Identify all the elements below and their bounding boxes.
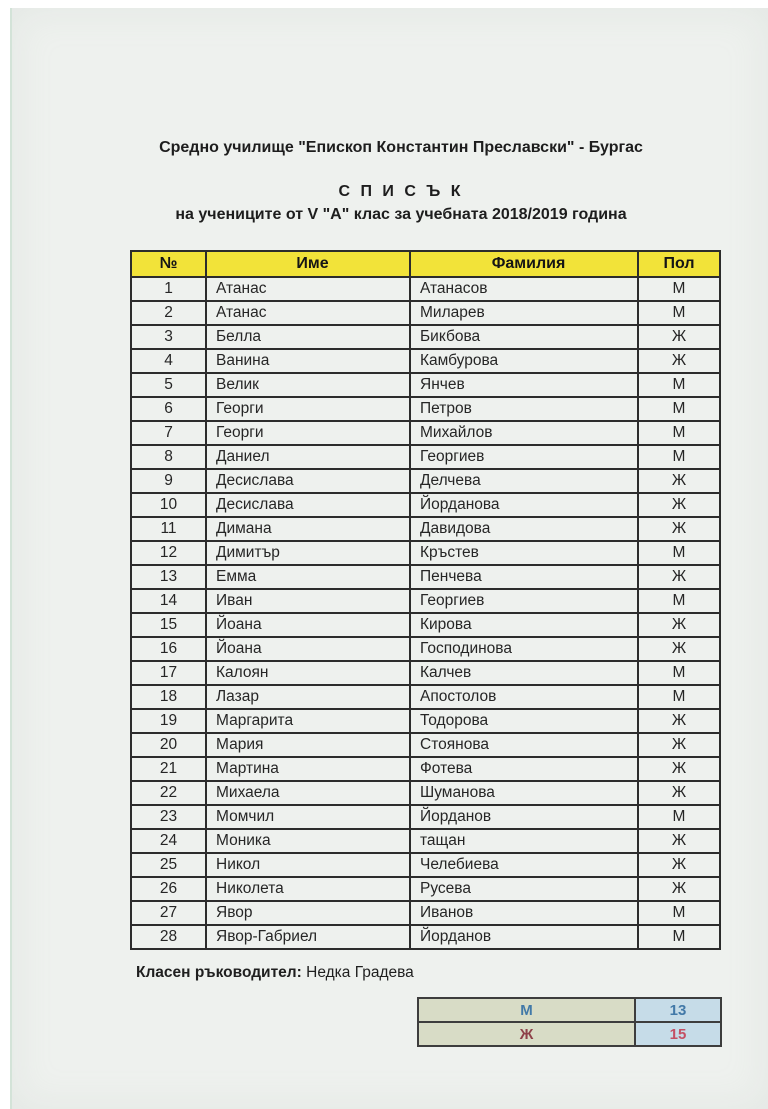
student-family-name: Михайлов — [410, 421, 638, 445]
student-number: 20 — [131, 733, 206, 757]
student-family-name: Янчев — [410, 373, 638, 397]
student-number: 3 — [131, 325, 206, 349]
class-teacher-label: Класен ръководител: — [136, 964, 302, 981]
student-first-name: Ванина — [206, 349, 410, 373]
student-family-name: Делчева — [410, 469, 638, 493]
student-gender: Ж — [638, 781, 720, 805]
student-family-name: Давидова — [410, 517, 638, 541]
student-gender: М — [638, 445, 720, 469]
student-row — [131, 613, 720, 637]
students-table-body — [131, 277, 720, 949]
student-gender: М — [638, 925, 720, 949]
student-row — [131, 397, 720, 421]
student-number: 9 — [131, 469, 206, 493]
student-gender: Ж — [638, 565, 720, 589]
student-row — [131, 373, 720, 397]
student-row — [131, 781, 720, 805]
student-gender: Ж — [638, 733, 720, 757]
student-family-name: Йорданов — [410, 925, 638, 949]
student-family-name: Камбурова — [410, 349, 638, 373]
student-first-name: Николета — [206, 877, 410, 901]
gender-summary-body — [418, 998, 721, 1046]
gender-summary-row — [418, 998, 721, 1022]
student-gender: М — [638, 301, 720, 325]
student-row — [131, 661, 720, 685]
student-number: 17 — [131, 661, 206, 685]
document-title: С П И С Ъ К — [338, 183, 464, 200]
student-first-name: Михаела — [206, 781, 410, 805]
student-number: 16 — [131, 637, 206, 661]
student-first-name: Велик — [206, 373, 410, 397]
column-header-first-name: Име — [206, 251, 410, 277]
student-row — [131, 757, 720, 781]
student-first-name: Момчил — [206, 805, 410, 829]
student-row — [131, 685, 720, 709]
student-number: 11 — [131, 517, 206, 541]
student-family-name: Георгиев — [410, 589, 638, 613]
gender-summary-label: Ж — [418, 1022, 635, 1046]
student-gender: Ж — [638, 325, 720, 349]
student-gender: Ж — [638, 613, 720, 637]
student-first-name: Емма — [206, 565, 410, 589]
student-row — [131, 325, 720, 349]
students-table — [130, 250, 721, 950]
student-row — [131, 517, 720, 541]
student-number: 2 — [131, 301, 206, 325]
students-table-header-row — [131, 251, 720, 277]
student-family-name: тащан — [410, 829, 638, 853]
student-number: 28 — [131, 925, 206, 949]
gender-summary-count: 13 — [635, 998, 721, 1022]
student-gender: М — [638, 589, 720, 613]
student-gender: Ж — [638, 757, 720, 781]
student-first-name: Моника — [206, 829, 410, 853]
student-first-name: Явор-Габриел — [206, 925, 410, 949]
student-row — [131, 877, 720, 901]
student-number: 10 — [131, 493, 206, 517]
student-number: 18 — [131, 685, 206, 709]
student-gender: Ж — [638, 877, 720, 901]
student-family-name: Апостолов — [410, 685, 638, 709]
document-subtitle: на учениците от V "А" клас за учебната 2018/2019 година — [175, 206, 627, 223]
student-family-name: Бикбова — [410, 325, 638, 349]
student-family-name: Стоянова — [410, 733, 638, 757]
column-header-family-name: Фамилия — [410, 251, 638, 277]
student-family-name: Русева — [410, 877, 638, 901]
student-number: 5 — [131, 373, 206, 397]
student-family-name: Господинова — [410, 637, 638, 661]
student-family-name: Иванов — [410, 901, 638, 925]
student-gender: М — [638, 685, 720, 709]
student-gender: М — [638, 661, 720, 685]
student-number: 24 — [131, 829, 206, 853]
student-gender: М — [638, 901, 720, 925]
student-number: 21 — [131, 757, 206, 781]
student-number: 14 — [131, 589, 206, 613]
student-first-name: Калоян — [206, 661, 410, 685]
student-row — [131, 349, 720, 373]
student-number: 27 — [131, 901, 206, 925]
student-row — [131, 469, 720, 493]
student-number: 4 — [131, 349, 206, 373]
student-row — [131, 805, 720, 829]
school-name-header: Средно училище "Епископ Константин Преславски" - Бургас — [159, 139, 643, 156]
student-row — [131, 541, 720, 565]
paper-sheet — [10, 8, 768, 1109]
student-gender: М — [638, 421, 720, 445]
student-number: 1 — [131, 277, 206, 301]
student-gender: М — [638, 541, 720, 565]
student-family-name: Миларев — [410, 301, 638, 325]
student-row — [131, 277, 720, 301]
student-number: 6 — [131, 397, 206, 421]
student-row — [131, 421, 720, 445]
student-row — [131, 733, 720, 757]
student-first-name: Лазар — [206, 685, 410, 709]
student-first-name: Даниел — [206, 445, 410, 469]
student-first-name: Маргарита — [206, 709, 410, 733]
student-family-name: Кръстев — [410, 541, 638, 565]
student-first-name: Десислава — [206, 493, 410, 517]
student-gender: Ж — [638, 469, 720, 493]
student-first-name: Мартина — [206, 757, 410, 781]
student-gender: М — [638, 397, 720, 421]
student-first-name: Йоана — [206, 637, 410, 661]
student-row — [131, 301, 720, 325]
student-first-name: Десислава — [206, 469, 410, 493]
student-number: 19 — [131, 709, 206, 733]
student-first-name: Атанас — [206, 277, 410, 301]
student-number: 25 — [131, 853, 206, 877]
student-gender: М — [638, 373, 720, 397]
student-gender: М — [638, 805, 720, 829]
student-row — [131, 853, 720, 877]
student-gender: Ж — [638, 853, 720, 877]
student-number: 23 — [131, 805, 206, 829]
class-teacher-name: Недка Градева — [306, 964, 414, 981]
student-gender: Ж — [638, 349, 720, 373]
student-number: 15 — [131, 613, 206, 637]
student-first-name: Атанас — [206, 301, 410, 325]
student-number: 12 — [131, 541, 206, 565]
student-number: 7 — [131, 421, 206, 445]
student-first-name: Георги — [206, 397, 410, 421]
student-gender: Ж — [638, 517, 720, 541]
gender-summary-count: 15 — [635, 1022, 721, 1046]
class-teacher-line — [136, 964, 414, 982]
student-row — [131, 637, 720, 661]
student-number: 26 — [131, 877, 206, 901]
student-row — [131, 589, 720, 613]
student-gender: Ж — [638, 637, 720, 661]
student-row — [131, 445, 720, 469]
student-row — [131, 901, 720, 925]
student-family-name: Челебиева — [410, 853, 638, 877]
student-first-name: Белла — [206, 325, 410, 349]
student-family-name: Шуманова — [410, 781, 638, 805]
student-family-name: Атанасов — [410, 277, 638, 301]
student-gender: Ж — [638, 709, 720, 733]
column-header-gender: Пол — [638, 251, 720, 277]
gender-summary-table — [417, 997, 722, 1047]
student-first-name: Димитър — [206, 541, 410, 565]
student-number: 8 — [131, 445, 206, 469]
student-gender: Ж — [638, 829, 720, 853]
student-gender: Ж — [638, 493, 720, 517]
student-family-name: Петров — [410, 397, 638, 421]
student-row — [131, 829, 720, 853]
student-family-name: Георгиев — [410, 445, 638, 469]
student-first-name: Йоана — [206, 613, 410, 637]
student-family-name: Пенчева — [410, 565, 638, 589]
student-family-name: Йорданов — [410, 805, 638, 829]
student-family-name: Йорданова — [410, 493, 638, 517]
student-number: 22 — [131, 781, 206, 805]
student-row — [131, 925, 720, 949]
student-family-name: Кирова — [410, 613, 638, 637]
student-row — [131, 493, 720, 517]
student-first-name: Иван — [206, 589, 410, 613]
student-family-name: Фотева — [410, 757, 638, 781]
student-family-name: Тодорова — [410, 709, 638, 733]
column-header-number: № — [131, 251, 206, 277]
student-first-name: Мария — [206, 733, 410, 757]
student-number: 13 — [131, 565, 206, 589]
student-first-name: Никол — [206, 853, 410, 877]
student-first-name: Явор — [206, 901, 410, 925]
student-first-name: Георги — [206, 421, 410, 445]
student-family-name: Калчев — [410, 661, 638, 685]
student-first-name: Димана — [206, 517, 410, 541]
gender-summary-row — [418, 1022, 721, 1046]
student-gender: М — [638, 277, 720, 301]
student-row — [131, 709, 720, 733]
gender-summary-label: М — [418, 998, 635, 1022]
student-row — [131, 565, 720, 589]
